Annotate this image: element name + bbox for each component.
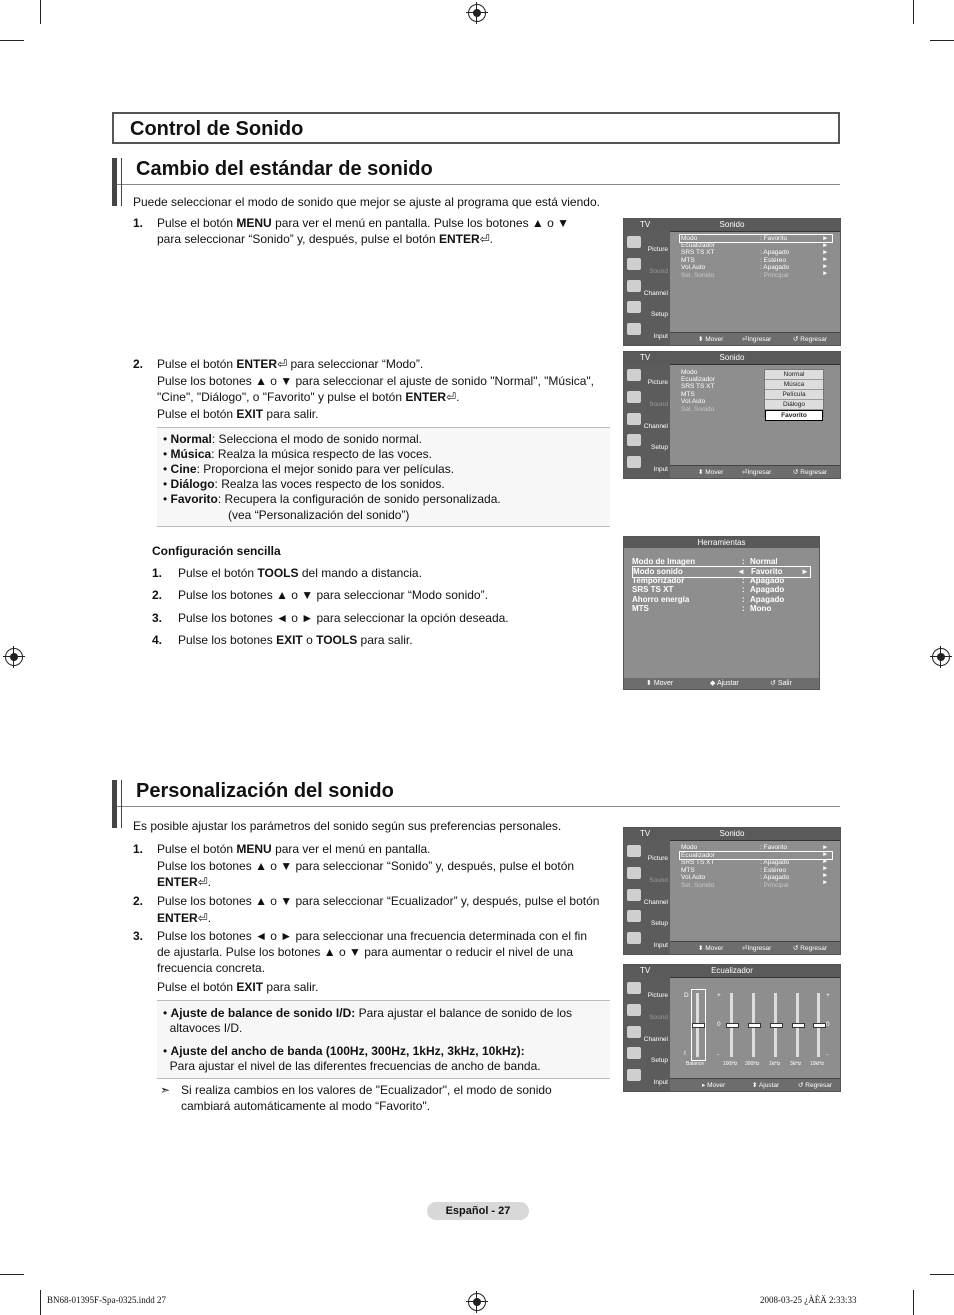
sound-icon xyxy=(627,867,641,879)
menu-row: Sel. Sonido xyxy=(681,406,715,413)
crop-mark xyxy=(0,40,24,41)
step-3-exit: Pulse el botón EXIT para salir. xyxy=(157,980,319,994)
enter-hint: ⏎Ingresar xyxy=(742,469,772,476)
footer-date: 2008-03-25 ¿ÀÈÄ 2:33:33 xyxy=(760,1295,857,1305)
crop-mark xyxy=(40,1290,41,1315)
step-number: 2. xyxy=(133,357,144,371)
side-label: Sound xyxy=(649,401,668,408)
tools-title: Herramientas xyxy=(624,537,819,548)
sound-icon xyxy=(627,258,641,270)
bullet-item: • Ajuste del ancho de banda (100Hz, 300Hz, 1kHz, 3kHz, 10kHz): Para ajustar el nivel de las diferentes frecuencias de ancho de banda. xyxy=(163,1044,541,1073)
mode-option[interactable]: Normal xyxy=(765,370,823,380)
tools-row: MTS : Mono xyxy=(632,604,772,613)
channel-icon xyxy=(627,280,641,292)
picture-icon xyxy=(627,236,641,248)
menu-row: SRS TS XT xyxy=(681,859,715,866)
mode-option-selected[interactable]: Favorito xyxy=(765,410,823,421)
step-2-text: Pulse los botones ▲ o ▼ para seleccionar “Ecualizador” y, después, pulse el botón ENTER⏎. xyxy=(157,894,600,925)
crop-mark xyxy=(913,0,914,24)
tv-mode-screenshot xyxy=(623,351,841,479)
side-label: Sound xyxy=(649,268,668,275)
band-label: 100Hz xyxy=(723,1061,738,1067)
main-title-box xyxy=(112,112,840,144)
side-label: Picture xyxy=(647,246,668,253)
step-number: 1. xyxy=(152,566,163,580)
plus-label: + xyxy=(717,992,721,999)
step-number: 2. xyxy=(152,588,163,602)
menu-title: Sonido xyxy=(719,220,745,229)
back-hint: ↺ Regresar xyxy=(798,1082,832,1089)
tv-label: TV xyxy=(640,829,651,838)
side-label: Channel xyxy=(643,423,668,430)
adjust-hint: ◆ Ajustar xyxy=(710,680,739,687)
menu-value: : Apagado xyxy=(760,264,790,271)
tools-row: Modo de Imagen : Normal xyxy=(632,557,778,566)
arrow-right-icon: ► ► ► ► ► ► xyxy=(822,235,829,277)
menu-row: Ecualizador xyxy=(681,242,715,249)
channel-icon xyxy=(627,889,641,901)
menu-row: Modo xyxy=(681,369,698,376)
menu-row: Vol.Auto xyxy=(681,874,706,881)
registration-mark xyxy=(5,648,23,666)
tools-row-selected: Modo sonido ◄ Favorito ► xyxy=(632,566,811,578)
tv-sidebar xyxy=(624,977,670,1091)
registration-mark xyxy=(468,1293,486,1311)
note-icon: ➣ xyxy=(160,1083,171,1097)
menu-value: : Apagado xyxy=(760,249,790,256)
step-number: 3. xyxy=(133,929,144,943)
eq-knob[interactable] xyxy=(770,1023,783,1028)
mode-option[interactable]: Diálogo xyxy=(765,400,823,410)
side-label: Picture xyxy=(647,855,668,862)
crop-mark xyxy=(930,1274,954,1275)
bullet-note: (vea “Personalización del sonido”) xyxy=(228,508,410,522)
crop-mark xyxy=(913,1290,914,1315)
step-number: 4. xyxy=(152,633,163,647)
tools-row: Ahorro energía : Apagado xyxy=(632,595,785,604)
side-label: Input xyxy=(653,466,668,473)
side-label: Setup xyxy=(651,311,668,318)
side-label: Channel xyxy=(643,1036,668,1043)
menu-row: Modo xyxy=(681,235,698,242)
menu-value: : Estéreo xyxy=(760,257,787,264)
bullet-item: • Cine: Proporciona el mejor sonido para ver películas. xyxy=(163,462,455,476)
eq-knob[interactable] xyxy=(748,1023,761,1028)
bullet-item: • Favorito: Recupera la configuración de sonido personalizada. xyxy=(163,492,501,506)
menu-row: Vol.Auto xyxy=(681,264,706,271)
band-label: 3kHz xyxy=(790,1061,802,1067)
tools-menu-screenshot xyxy=(623,536,820,690)
crop-mark xyxy=(0,1274,24,1275)
move-hint: ▸ Mover xyxy=(702,1082,726,1089)
sound-icon xyxy=(627,1004,641,1016)
step-3-text: Pulse los botones ◄ o ► para seleccionar una frecuencia determinada con el fin de ajustarla. Pulse los botones ▲ o ▼ para aumentar o reducir el nivel de una frecuencia concreta. xyxy=(157,929,588,975)
band-label: 300Hz xyxy=(745,1061,760,1067)
section-title: Personalización del sonido xyxy=(136,780,394,802)
input-icon xyxy=(627,323,641,335)
menu-row: MTS xyxy=(681,867,695,874)
menu-row: Sel. Sonido xyxy=(681,882,715,889)
crop-mark xyxy=(40,0,41,24)
menu-row: Ecualizador xyxy=(681,376,715,383)
registration-mark xyxy=(932,648,950,666)
back-hint: ↺ Regresar xyxy=(793,945,827,952)
tv-menu-screenshot xyxy=(623,218,841,346)
side-label: Sound xyxy=(649,877,668,884)
step-number: 2. xyxy=(133,894,144,908)
page-number: Español - 27 xyxy=(427,1202,529,1220)
setup-icon xyxy=(627,301,641,313)
eq-knob[interactable] xyxy=(692,1023,705,1028)
menu-value: : Estéreo xyxy=(760,867,787,874)
menu-row: Modo xyxy=(681,844,698,851)
footer-file: BN68-01395F-Spa-0325.indd 27 xyxy=(47,1295,166,1305)
zero-label: 0 xyxy=(826,1021,830,1028)
section-header-2 xyxy=(112,780,840,807)
side-label: Input xyxy=(653,1079,668,1086)
menu-value: : Favorito xyxy=(760,235,788,242)
side-label: Input xyxy=(653,942,668,949)
picture-icon xyxy=(627,845,641,857)
setup-icon xyxy=(627,910,641,922)
section-title: Cambio del estándar de sonido xyxy=(136,158,433,180)
side-label: Input xyxy=(653,333,668,340)
menu-row: Ecualizador xyxy=(681,852,715,859)
mode-dropdown[interactable] xyxy=(764,369,824,417)
channel-icon xyxy=(627,1026,641,1038)
input-icon xyxy=(627,456,641,468)
tv-sidebar xyxy=(624,364,670,478)
menu-row: MTS xyxy=(681,257,695,264)
exit-hint: ↺ Salir xyxy=(770,680,792,687)
registration-mark xyxy=(468,4,486,22)
input-icon xyxy=(627,932,641,944)
move-hint: ⬍ Mover xyxy=(646,680,674,687)
easy-step: Pulse los botones ◄ o ► para seleccionar la opción deseada. xyxy=(178,611,509,625)
menu-title: Sonido xyxy=(719,353,745,362)
step-2-text: Pulse el botón ENTER⏎ para seleccionar “Modo”. Pulse los botones ▲ o ▼ para seleccionar el ajuste de sonido "Normal", "Música", "Cine", "Diálogo", o "Favorito" y pulse el botón ENTER⏎. Pulse el botón EXIT para salir. xyxy=(157,357,595,421)
side-label: Setup xyxy=(651,1057,668,1064)
step-number: 3. xyxy=(152,611,163,625)
step-1-text: Pulse el botón MENU para ver el menú en pantalla. Pulse los botones ▲ o ▼ para seleccionar “Sonido” y, después, pulse el botón ENTER⏎. xyxy=(157,216,569,246)
bullet-item: • Ajuste de balance de sonido I/D: Para ajustar el balance de sonido de los altavoces I/D. xyxy=(163,1006,573,1035)
easy-step: Pulse los botones ▲ o ▼ para seleccionar “Modo sonido”. xyxy=(178,588,488,602)
tv-sidebar xyxy=(624,231,670,345)
easy-step: Pulse el botón TOOLS del mando a distancia. xyxy=(178,566,422,580)
channel-icon xyxy=(627,413,641,425)
sound-icon xyxy=(627,391,641,403)
tools-row: Temporizador : Apagado xyxy=(632,576,785,585)
side-label: Channel xyxy=(643,899,668,906)
side-label: Channel xyxy=(643,290,668,297)
picture-icon xyxy=(627,982,641,994)
eq-bullets xyxy=(157,1000,610,1079)
easy-step: Pulse los botones EXIT o TOOLS para salir. xyxy=(178,633,413,647)
tv-label: TV xyxy=(640,353,651,362)
menu-row: SRS TS XT xyxy=(681,249,715,256)
menu-value: : Favorito xyxy=(760,844,788,851)
menu-row: MTS xyxy=(681,391,695,398)
back-hint: ↺ Regresar xyxy=(793,336,827,343)
menu-value: : Apagado xyxy=(760,874,790,881)
move-hint: ⬍ Mover xyxy=(698,336,724,343)
input-icon xyxy=(627,1069,641,1081)
setup-icon xyxy=(627,434,641,446)
tv-label: TV xyxy=(640,220,651,229)
move-hint: ⬍ Mover xyxy=(698,945,724,952)
eq-knob[interactable] xyxy=(813,1023,826,1028)
adjust-hint: ⬍ Ajustar xyxy=(752,1082,780,1089)
menu-value: : Principal xyxy=(760,882,789,889)
menu-row: Vol.Auto xyxy=(681,398,706,405)
menu-title: Ecualizador xyxy=(711,966,753,975)
eq-knob[interactable] xyxy=(726,1023,739,1028)
tv-equalizer-screenshot xyxy=(623,964,841,1092)
tv-menu-screenshot xyxy=(623,827,841,955)
setup-icon xyxy=(627,1047,641,1059)
tools-row: SRS TS XT : Apagado xyxy=(632,585,785,594)
tv-label: TV xyxy=(640,966,651,975)
bullet-item: • Diálogo: Realza las voces respecto de los sonidos. xyxy=(163,477,445,491)
note-text: Si realiza cambios en los valores de "Ecualizador", el modo de sonido cambiará automáticamente al modo “Favorito". xyxy=(181,1083,552,1113)
mode-option[interactable]: Música xyxy=(765,380,823,390)
step-number: 1. xyxy=(133,216,144,230)
menu-title: Sonido xyxy=(719,829,745,838)
band-label: 10kHz xyxy=(810,1061,825,1067)
menu-value: : Apagado xyxy=(760,859,790,866)
arrow-right-icon: ► ► ► ► ► ► xyxy=(822,844,829,886)
move-hint: ⬍ Mover xyxy=(698,469,724,476)
zero-label: 0 xyxy=(717,1021,721,1028)
tv-sidebar xyxy=(624,840,670,954)
plus-label: + xyxy=(826,992,830,999)
side-label: Picture xyxy=(647,992,668,999)
menu-row: SRS TS XT xyxy=(681,383,715,390)
minus-label: - xyxy=(826,1051,829,1058)
bullet-item: • Normal: Selecciona el modo de sonido normal. xyxy=(163,432,423,446)
crop-mark xyxy=(930,40,954,41)
step-number: 1. xyxy=(133,842,144,856)
minus-label: - xyxy=(717,1051,720,1058)
mode-option[interactable]: Película xyxy=(765,390,823,400)
menu-value: : Principal xyxy=(760,272,789,279)
enter-hint: ⏎Ingresar xyxy=(742,336,772,343)
back-hint: ↺ Regresar xyxy=(793,469,827,476)
balance-right-label: D xyxy=(684,992,689,999)
intro-text: Es posible ajustar los parámetros del sonido según sus preferencias personales. xyxy=(133,819,562,833)
mode-bullets xyxy=(157,427,610,527)
section-header-1 xyxy=(112,158,840,185)
side-label: Setup xyxy=(651,920,668,927)
intro-text: Puede seleccionar el modo de sonido que mejor se ajuste al programa que está viendo. xyxy=(133,195,600,209)
side-label: Sound xyxy=(649,1014,668,1021)
side-label: Picture xyxy=(647,379,668,386)
main-title: Control de Sonido xyxy=(130,118,304,140)
easy-title: Configuración sencilla xyxy=(152,544,281,558)
step-1-text: Pulse el botón MENU para ver el menú en pantalla. Pulse los botones ▲ o ▼ para seleccionar “Sonido” y, después, pulse el botón ENTER⏎. xyxy=(157,842,575,889)
eq-knob[interactable] xyxy=(792,1023,805,1028)
band-label: 1kHz xyxy=(769,1061,781,1067)
side-label: Setup xyxy=(651,444,668,451)
band-label: Balance xyxy=(686,1061,705,1067)
picture-icon xyxy=(627,369,641,381)
bullet-item: • Música: Realza la música respecto de las voces. xyxy=(163,447,433,461)
enter-hint: ⏎Ingresar xyxy=(742,945,772,952)
balance-left-label: I xyxy=(684,1050,686,1057)
menu-row: Sel. Sonido xyxy=(681,272,715,279)
